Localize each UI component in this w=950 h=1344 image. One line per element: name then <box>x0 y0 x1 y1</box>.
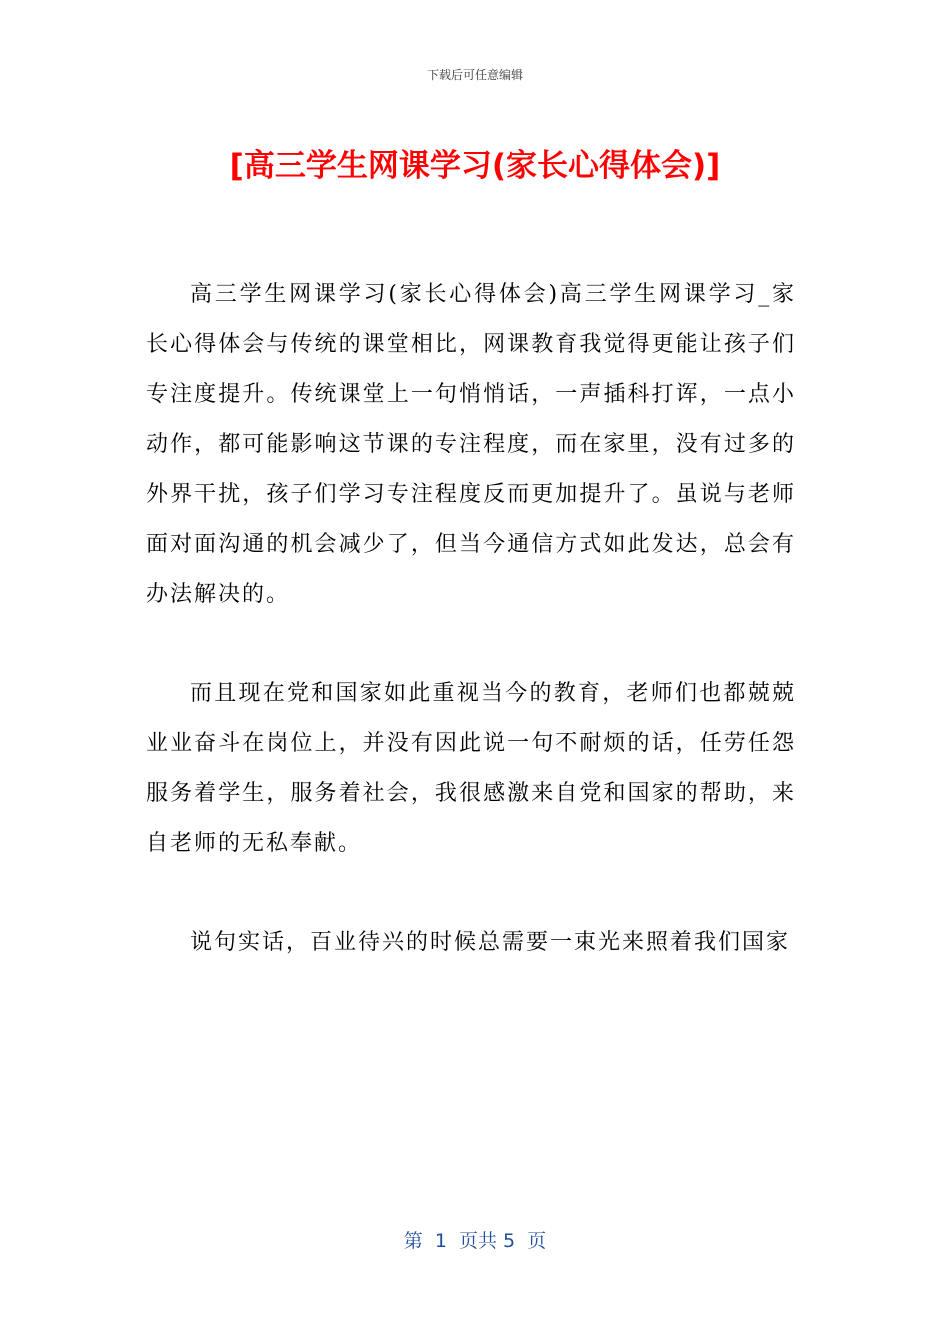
paragraph-2: 而且现在党和国家如此重视当今的教育，老师们也都兢兢业业奋斗在岗位上，并没有因此说一句不耐烦的话，任劳任怨服务着学生，服务着社会，我很感激来自党和国家的帮助，来自老师的无私奉献。 <box>146 681 796 856</box>
paragraph-1: 高三学生网课学习(家长心得体会)高三学生网课学习_家长心得体会与传统的课堂相比，网课教育我觉得更能让孩子们专注度提升。传统课堂上一句悄悄话，一声插科打诨，一点小动作，都可能影响这节课的专注程度，而在家里，没有过多的外界干扰，孩子们学习专注程度反而更加提升了。虽说与老师面对面沟通的机会减少了，但当今通信方式如此发达，总会有办法解决的。 <box>146 282 796 607</box>
document-title: [高三学生网课学习(家长心得体会)] <box>229 148 721 184</box>
page-number-text: 第 1 页共 5 页 <box>403 1230 547 1252</box>
page-number-footer <box>0 1226 950 1253</box>
document-body <box>146 270 796 968</box>
header-note: 下载后可任意编辑 <box>426 68 523 82</box>
paragraph-3: 说句实话，百业待兴的时候总需要一束光来照着我们国家 <box>190 930 791 955</box>
